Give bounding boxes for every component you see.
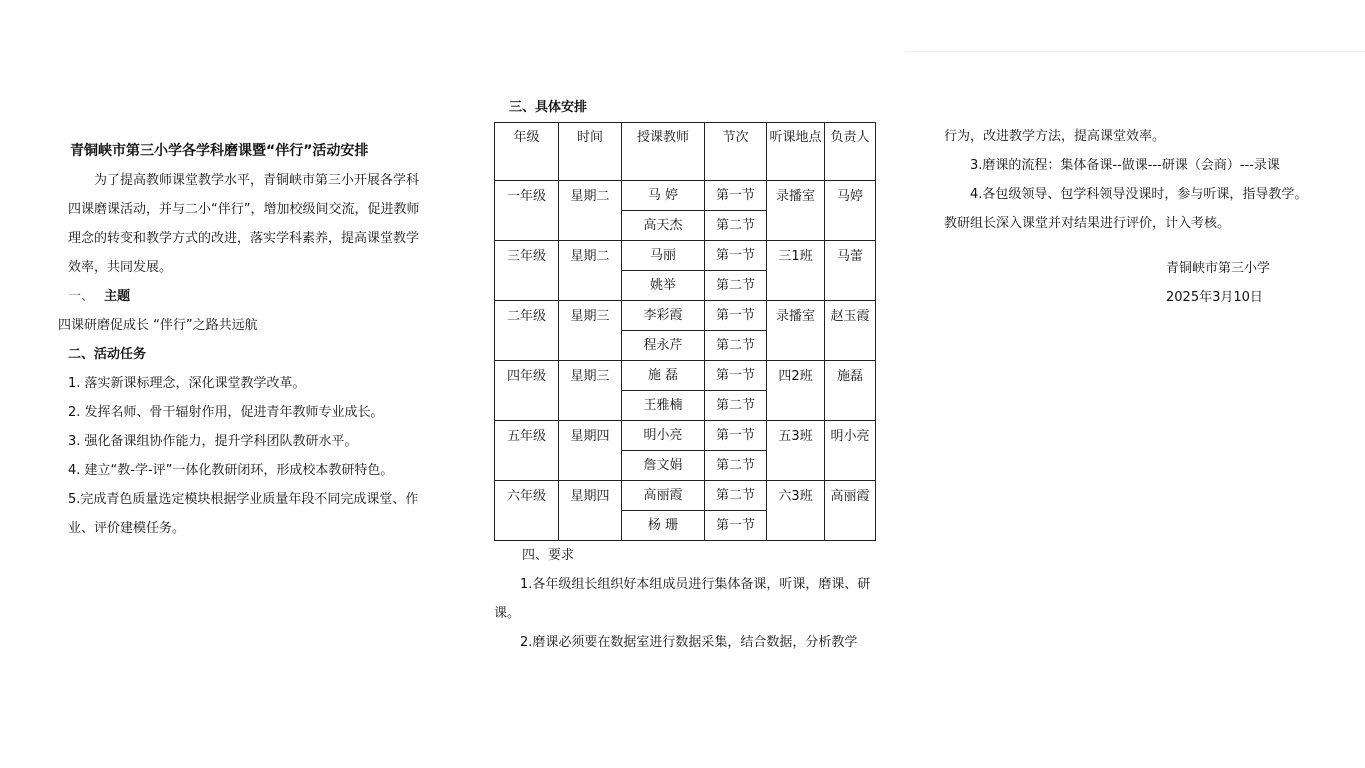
period-cell: 第二节 <box>705 451 767 481</box>
table-row <box>495 421 876 451</box>
section-schedule-heading: 三、具体安排 <box>509 100 588 115</box>
lead-cell: 明小亮 <box>825 421 876 481</box>
teacher-cell: 明小亮 <box>622 421 705 451</box>
lead-cell: 高丽霞 <box>825 481 876 541</box>
room-cell: 五3班 <box>767 421 825 481</box>
day-cell: 星期四 <box>559 421 622 481</box>
day-cell: 星期二 <box>559 181 622 241</box>
task-item: 5.完成青色质量选定模块根据学业质量年段不同完成课堂、作业、评价建模任务。 <box>68 492 419 536</box>
left-column <box>58 140 428 543</box>
room-cell: 录播室 <box>767 301 825 361</box>
period-cell: 第二节 <box>705 271 767 301</box>
teacher-cell: 施 磊 <box>622 361 705 391</box>
teacher-cell: 杨 珊 <box>622 511 705 541</box>
period-cell: 第一节 <box>705 181 767 211</box>
table-row <box>495 481 876 511</box>
requirement-item: 4.各包级领导、包学科领导没课时，参与听课，指导教学。 <box>970 187 1308 202</box>
document-title: 青铜峡市第三小学各学科磨课暨“伴行”活动安排 <box>70 143 369 159</box>
grade-cell: 五年级 <box>495 421 559 481</box>
column-header: 负责人 <box>825 123 876 181</box>
section-tasks-heading: 二、活动任务 <box>68 347 147 362</box>
day-cell: 星期三 <box>559 301 622 361</box>
table-row <box>495 301 876 331</box>
grade-cell: 三年级 <box>495 241 559 301</box>
column-header: 听课地点 <box>767 123 825 181</box>
grade-cell: 四年级 <box>495 361 559 421</box>
day-cell: 星期三 <box>559 361 622 421</box>
task-item: 4. 建立“教-学-评”一体化教研闭环，形成校本教研特色。 <box>68 463 394 478</box>
period-cell: 第一节 <box>705 241 767 271</box>
period-cell: 第一节 <box>705 511 767 541</box>
period-cell: 第二节 <box>705 391 767 421</box>
requirement-item: 3.磨课的流程：集体备课--做课---研课（会商）---录课 <box>970 158 1280 173</box>
schedule-table <box>494 122 876 541</box>
column-header: 授课教师 <box>622 123 705 181</box>
task-item: 2. 发挥名师、骨干辐射作用，促进青年教师专业成长。 <box>68 405 384 420</box>
section-requirements-heading: 四、要求 <box>522 548 575 563</box>
lead-cell: 施磊 <box>825 361 876 421</box>
section-theme-heading <box>68 282 428 311</box>
period-cell: 第一节 <box>705 301 767 331</box>
teacher-cell: 詹文娟 <box>622 451 705 481</box>
lead-cell: 马婷 <box>825 181 876 241</box>
requirement-item: 1.各年级组长组织好本组成员进行集体备课，听课，磨课、研课。 <box>494 577 871 621</box>
section-label: 主题 <box>104 289 131 304</box>
period-cell: 第一节 <box>705 421 767 451</box>
room-cell: 四2班 <box>767 361 825 421</box>
room-cell: 三1班 <box>767 241 825 301</box>
grade-cell: 一年级 <box>495 181 559 241</box>
table-row <box>495 241 876 271</box>
right-column <box>944 122 1344 312</box>
grade-cell: 六年级 <box>495 481 559 541</box>
teacher-cell: 王雅楠 <box>622 391 705 421</box>
page-edge-line <box>905 51 1365 52</box>
teacher-cell: 高丽霞 <box>622 481 705 511</box>
intro-paragraph: 为了提高教师课堂教学水平，青铜峡市第三小开展各学科四课磨课活动，并与二小“伴行”，增加校级间交流，促进教师理念的转变和教学方式的改进，落实学科素养，提高课堂教学效率，共同发展。 <box>68 173 420 275</box>
period-cell: 第二节 <box>705 331 767 361</box>
period-cell: 第一节 <box>705 361 767 391</box>
teacher-cell: 程永芹 <box>622 331 705 361</box>
task-item: 3. 强化备课组协作能力，提升学科团队教研水平。 <box>68 434 358 449</box>
table-row <box>495 181 876 211</box>
column-header: 时间 <box>559 123 622 181</box>
teacher-cell: 马 婷 <box>622 181 705 211</box>
requirement-continuation: 行为，改进教学方法，提高课堂效率。 <box>944 129 1166 144</box>
column-header: 节次 <box>705 123 767 181</box>
day-cell: 星期二 <box>559 241 622 301</box>
middle-column <box>494 100 879 657</box>
room-cell: 六3班 <box>767 481 825 541</box>
signature-school: 青铜峡市第三小学 <box>1166 261 1271 276</box>
room-cell: 录播室 <box>767 181 825 241</box>
requirement-item: 教研组长深入课堂并对结果进行评价，计入考核。 <box>944 216 1231 231</box>
table-row <box>495 361 876 391</box>
section-number: 一、 <box>68 289 95 304</box>
column-header: 年级 <box>495 123 559 181</box>
lead-cell: 马蕾 <box>825 241 876 301</box>
period-cell: 第二节 <box>705 481 767 511</box>
day-cell: 星期四 <box>559 481 622 541</box>
theme-text: 四课研磨促成长 “伴行”之路共远航 <box>58 318 258 333</box>
signature-date: 2025年3月10日 <box>1166 290 1263 305</box>
task-item: 1. 落实新课标理念，深化课堂教学改革。 <box>68 376 306 391</box>
teacher-cell: 马丽 <box>622 241 705 271</box>
lead-cell: 赵玉霞 <box>825 301 876 361</box>
grade-cell: 二年级 <box>495 301 559 361</box>
teacher-cell: 姚举 <box>622 271 705 301</box>
period-cell: 第二节 <box>705 211 767 241</box>
table-header-row <box>495 123 876 181</box>
requirement-item: 2.磨课必须要在数据室进行数据采集，结合数据，分析教学 <box>520 635 858 650</box>
teacher-cell: 李彩霞 <box>622 301 705 331</box>
teacher-cell: 高天杰 <box>622 211 705 241</box>
